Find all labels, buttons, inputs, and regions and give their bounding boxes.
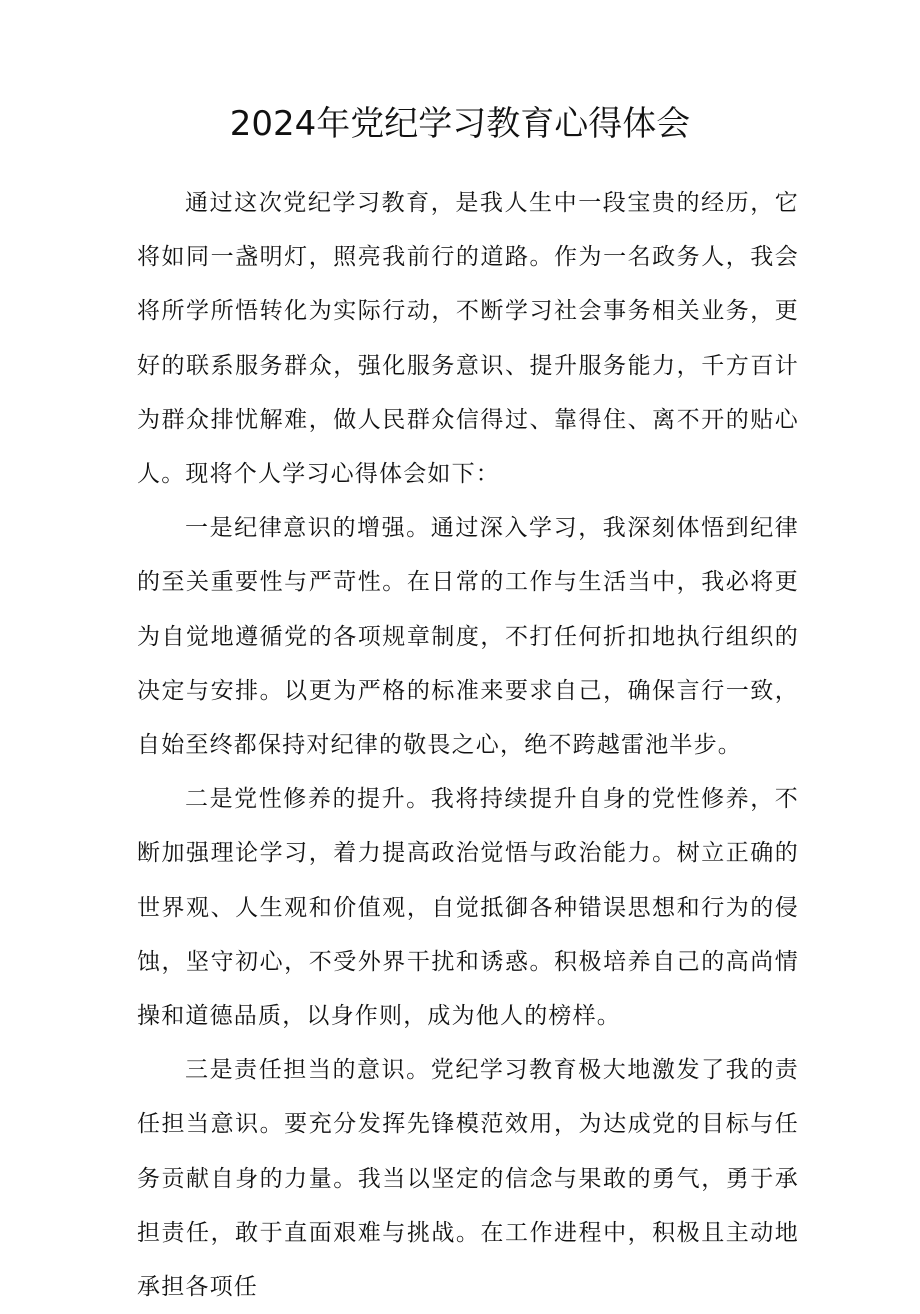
- paragraph-responsibility: 三是责任担当的意识。党纪学习教育极大地激发了我的责任担当意识。要充分发挥先锋模范效用，为达成党的目标与任务贡献自身的力量。我当以坚定的信念与果敢的勇气，勇于承担责任，敢于直面艰难与挑战。在工作进程中，积极且主动地承担各项任: [137, 1057, 799, 1301]
- document-body: [137, 176, 799, 1314]
- document-title: 2024年党纪学习教育心得体会: [229, 104, 691, 144]
- paragraph-intro: 通过这次党纪学习教育，是我人生中一段宝贵的经历，它将如同一盏明灯，照亮我前行的道路。作为一名政务人，我会将所学所悟转化为实际行动，不断学习社会事务相关业务，更好的联系服务群众，强化服务意识、提升服务能力，千方百计为群众排忧解难，做人民群众信得过、靠得住、离不开的贴心人。现将个人学习心得体会如下：: [137, 190, 799, 488]
- paragraph-discipline-awareness: 一是纪律意识的增强。通过深入学习，我深刻体悟到纪律的至关重要性与严苛性。在日常的工作与生活当中，我必将更为自觉地遵循党的各项规章制度，不打任何折扣地执行组织的决定与安排。以更为严格的标准来要求自己，确保言行一致，自始至终都保持对纪律的敬畏之心，绝不跨越雷池半步。: [137, 515, 799, 759]
- paragraph-party-spirit: 二是党性修养的提升。我将持续提升自身的党性修养，不断加强理论学习，着力提高政治觉悟与政治能力。树立正确的世界观、人生观和价值观，自觉抵御各种错误思想和行为的侵蚀，坚守初心，不受外界干扰和诱惑。积极培养自己的高尚情操和道德品质，以身作则，成为他人的榜样。: [137, 786, 799, 1030]
